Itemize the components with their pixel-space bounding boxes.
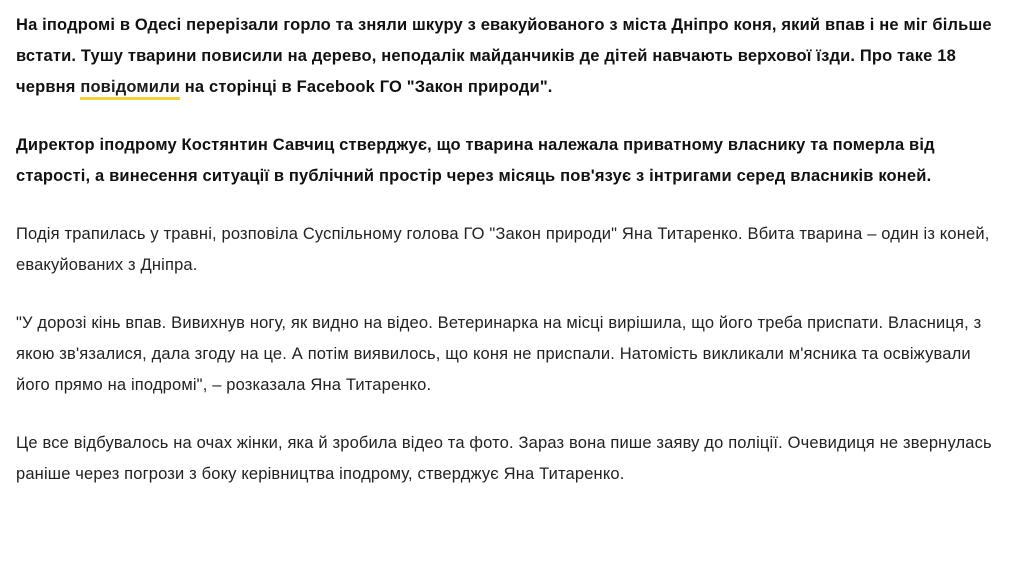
article-paragraph (16, 428, 996, 490)
article-paragraph (16, 219, 996, 281)
paragraph-text: на сторінці в Facebook ГО "Закон природи". (180, 78, 553, 96)
paragraph-text: На іподромі в Одесі перерізали горло та зняли шкуру з евакуйованого з міста Дніпро коня, який впав і не міг більше встати. Тушу тварини повисили на дерево, неподалік майданчиків де дітей навчають верхової їзди. Про таке 18 червня (16, 16, 992, 96)
inline-source-link[interactable]: повідомили (80, 78, 180, 100)
article-paragraph (16, 130, 996, 192)
article-paragraph (16, 10, 996, 103)
paragraph-text: "У дорозі кінь впав. Вивихнув ногу, як видно на відео. Ветеринарка на місці вирішила, що його треба приспати. Власниця, з якою зв'язалися, дала згоду на це. А потім виявилось, що коня не приспали. Натомість викликали м'ясника та освіжували його прямо на іподромі", – розказала Яна Титаренко. (16, 314, 982, 394)
paragraph-text: Подія трапилась у травні, розповіла Суспільному голова ГО "Закон природи" Яна Титаренко. Вбита тварина – один із коней, евакуйованих з Дніпра. (16, 225, 990, 274)
paragraph-text: Це все відбувалось на очах жінки, яка й зробила відео та фото. Зараз вона пише заяву до поліції. Очевидиця не звернулась раніше через погрози з боку керівництва іподрому, стверджує Яна Титаренко. (16, 434, 992, 483)
paragraph-text: Директор іподрому Костянтин Савчиц стверджує, що тварина належала приватному власнику та померла від старості, а винесення ситуації в публічний простір через місяць пов'язує з інтригами серед власників коней. (16, 136, 935, 185)
article-paragraph (16, 308, 996, 401)
